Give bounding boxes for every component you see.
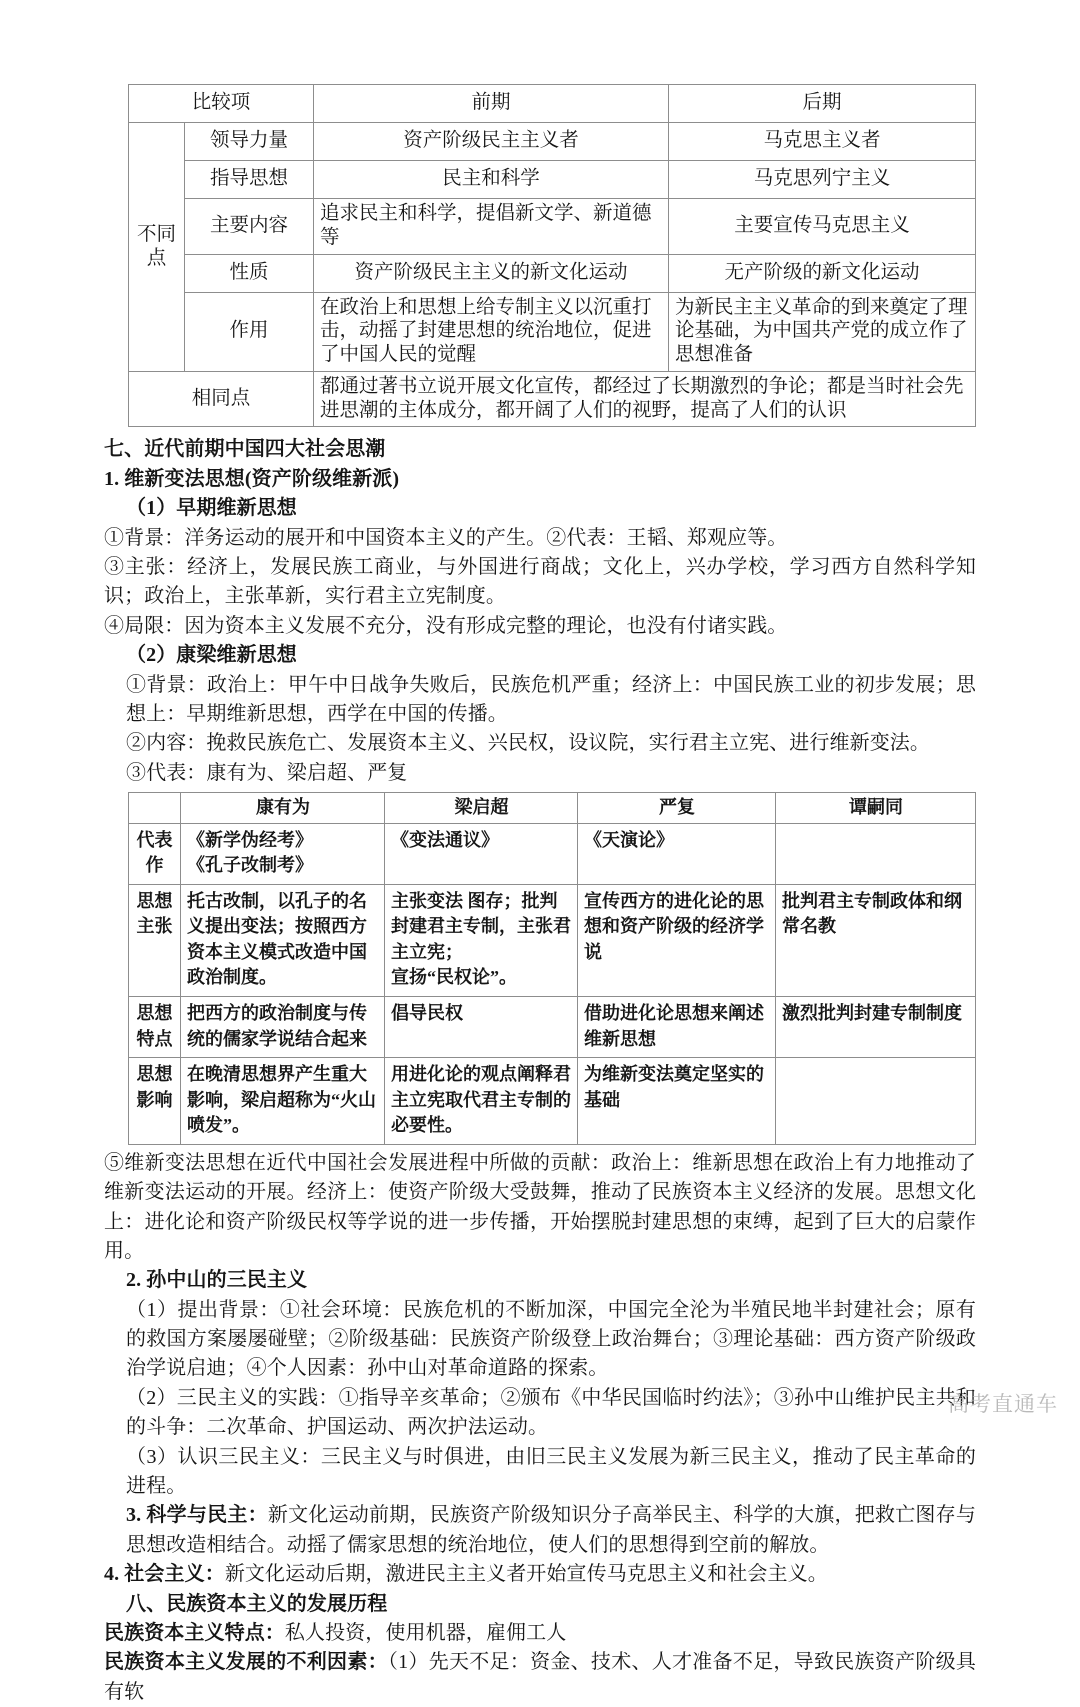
row-label-nature: 性质 <box>185 254 314 292</box>
row-label-effect: 作用 <box>185 292 314 371</box>
header-kang-youwei: 康有为 <box>181 793 385 824</box>
cell-late-guiding-thought: 马克思列宁主义 <box>669 161 976 199</box>
row-label-similarities: 相同点 <box>129 371 314 427</box>
sub-2-title: （2）康梁维新思想 <box>126 644 297 667</box>
row-label-works <box>129 823 181 884</box>
cell-characteristics-liang: 倡导民权 <box>385 996 578 1057</box>
sub-2-line-3: ③代表：康有为、梁启超、严复 <box>126 761 408 784</box>
cell-influence-kang: 在晚清思想界产生重大影响，梁启超称为“火山喷发”。 <box>181 1058 385 1145</box>
cell-late-main-content: 主要宣传马克思主义 <box>669 199 976 255</box>
section-eight-heading: 八、民族资本主义的发展历程 <box>126 1592 388 1615</box>
header-compare-item: 比较项 <box>129 85 314 123</box>
cell-propositions-tan: 批判君主专制政体和纲常名教 <box>776 884 976 996</box>
header-tan-sitong: 谭嗣同 <box>776 793 976 824</box>
cell-late-effect: 为新民主主义革命的到来奠定了理论基础，为中国共产党的成立作了思想准备 <box>669 292 976 371</box>
item-2-title: 2. 孙中山的三民主义 <box>126 1269 308 1292</box>
cell-early-leadership: 资产阶级民主主义者 <box>314 123 669 161</box>
row-label-guiding-thought: 指导思想 <box>185 161 314 199</box>
sub-2-line-1: ①背景：政治上：甲午中日战争失败后，民族危机严重；经济上：中国民族工业的初步发展；思想上：早期维新思想，西学在中国的传播。 <box>126 673 976 725</box>
section-eight-line-2-label: 民族资本主义发展的不利因素： <box>104 1651 388 1674</box>
table-row <box>129 254 976 292</box>
watermark: 高考直通车 <box>948 1393 1058 1416</box>
item-4-text: 新文化运动后期，激进民主主义者开始宣传马克思主义和社会主义。 <box>224 1563 828 1586</box>
row-label-propositions: 思想 主张 <box>129 884 181 996</box>
table-row <box>129 199 976 255</box>
cell-similarities: 都通过著书立说开展文化宣传，都经过了长期激烈的争论；都是当时社会先进思潮的主体成分，都开阔了人们的视野，提高了人们的认识 <box>314 371 976 427</box>
document-content <box>104 84 976 1707</box>
table-row <box>129 996 976 1057</box>
sub-1-line-1: ①背景：洋务运动的展开和中国资本主义的产生。②代表：王韬、郑观应等。 <box>104 526 788 549</box>
comparison-table <box>128 84 976 427</box>
cell-propositions-liang: 主张变法 图存；批判封建君主专制，主张君主立宪； 宣扬“民权论”。 <box>385 884 578 996</box>
item-4-label: 4. 社会主义： <box>104 1563 225 1586</box>
sub-1-line-2: ③主张：经济上，发展民族工商业，与外国进行商战；文化上，兴办学校，学习西方自然科学知识；政治上，主张革新，实行君主立宪制度。 <box>104 556 976 608</box>
header-late-period: 后期 <box>669 85 976 123</box>
item-1-title: 1. 维新变法思想(资产阶级维新派) <box>104 467 400 490</box>
cell-propositions-kang: 托古改制，以孔子的名义提出变法；按照西方资本主义模式改造中国政治制度。 <box>181 884 385 996</box>
cell-influence-yan: 为维新变法奠定坚实的基础 <box>578 1058 776 1145</box>
item-2-line-2: （2）三民主义的实践：①指导辛亥革命；②颁布《中华民国临时约法》；③孙中山维护民主共和的斗争：二次革命、护国运动、两次护法运动。 <box>126 1386 976 1439</box>
item-3-label: 3. 科学与民主： <box>126 1504 268 1527</box>
cell-works-kang: 《新学伪经考》 《孔子改制考》 <box>181 823 385 884</box>
table-row <box>129 1058 976 1145</box>
table-row-header <box>129 793 976 824</box>
representatives-table <box>128 792 976 1145</box>
table-row <box>129 823 976 884</box>
item-3-paragraph <box>104 1501 976 1560</box>
sub-2-line-2: ②内容：挽救民族危亡、发展资本主义、兴民权，设议院，实行君主立宪、进行维新变法。 <box>126 732 930 755</box>
cell-early-effect: 在政治上和思想上给专制主义以沉重打击，动摇了封建思想的统治地位，促进了中国人民的觉醒 <box>314 292 669 371</box>
header-liang-qichao: 梁启超 <box>385 793 578 824</box>
cell-characteristics-tan: 激烈批判封建专制制度 <box>776 996 976 1057</box>
section-eight-line-1-text: 私人投资，使用机器，雇佣工人 <box>284 1621 567 1644</box>
row-label-works-line1: 代表 <box>136 829 173 850</box>
section-eight-line-2-text: （1）先天不足：资金、技术、人才准备不足，导致民族资产阶级具有软 <box>104 1651 976 1703</box>
cell-propositions-yan: 宣传西方的进化论的思想和资产阶级的经济学说 <box>578 884 776 996</box>
header-yan-fu: 严复 <box>578 793 776 824</box>
cell-late-nature: 无产阶级的新文化运动 <box>669 254 976 292</box>
row-label-leadership: 领导力量 <box>185 123 314 161</box>
sub-1-title: （1）早期维新思想 <box>126 497 297 520</box>
cell-works-liang: 《变法通议》 <box>385 823 578 884</box>
cell-characteristics-kang: 把西方的政治制度与传统的儒家学说结合起来 <box>181 996 385 1057</box>
table-row <box>129 292 976 371</box>
cell-works-yan: 《天演论》 <box>578 823 776 884</box>
row-label-works-line2: 作 <box>145 855 164 876</box>
section-eight-line-1-label: 民族资本主义特点： <box>104 1621 285 1644</box>
table-row <box>129 161 976 199</box>
section-seven-heading: 七、近代前期中国四大社会思潮 <box>104 438 386 461</box>
table-row <box>129 123 976 161</box>
table-row-similarities <box>129 371 976 427</box>
section-eight-line-1 <box>104 1619 976 1648</box>
cell-influence-liang: 用进化论的观点阐释君主立宪取代君主专制的必要性。 <box>385 1058 578 1145</box>
table-row <box>129 884 976 996</box>
item-3-text: 新文化运动前期，民族资产阶级知识分子高举民主、科学的大旗，把救亡图存与思想改造相结合。动摇了儒家思想的统治地位，使人们的思想得到空前的解放。 <box>126 1504 976 1556</box>
item-4-paragraph <box>104 1560 976 1589</box>
group-label-differences: 不同点 <box>129 123 185 372</box>
cell-early-main-content: 追求民主和科学，提倡新文学、新道德等 <box>314 199 669 255</box>
cell-influence-tan <box>776 1058 976 1145</box>
sub-1-line-3: ④局限：因为资本主义发展不充分，没有形成完整的理论，也没有付诸实践。 <box>104 614 788 637</box>
row-label-characteristics: 思想 特点 <box>129 996 181 1057</box>
cell-characteristics-yan: 借助进化论思想来阐述维新思想 <box>578 996 776 1057</box>
cell-early-nature: 资产阶级民主主义的新文化运动 <box>314 254 669 292</box>
table-row-header <box>129 85 976 123</box>
item-2-line-3: （3）认识三民主义：三民主义与时俱进，由旧三民主义发展为新三民主义，推动了民主革命的进程。 <box>126 1445 976 1498</box>
cell-late-leadership: 马克思主义者 <box>669 123 976 161</box>
row-label-main-content: 主要内容 <box>185 199 314 255</box>
header-early-period: 前期 <box>314 85 669 123</box>
cell-early-guiding-thought: 民主和科学 <box>314 161 669 199</box>
section-eight-line-2 <box>104 1648 976 1707</box>
cell-works-tan <box>776 823 976 884</box>
header-blank-corner <box>129 793 181 824</box>
paragraph-after-reps-table: ⑤维新变法思想在近代中国社会发展进程中所做的贡献：政治上：维新思想在政治上有力地推动了维新变法运动的开展。经济上：使资产阶级大受鼓舞，推动了民族资本主义经济的发展。思想文化上：进化论和资产阶级民权等学说的进一步传播，开始摆脱封建思想的束缚，起到了巨大的启蒙作用。 <box>104 1151 976 1262</box>
item-2-line-1: （1）提出背景：①社会环境：民族危机的不断加深，中国完全沦为半殖民地半封建社会；原有的救国方案屡屡碰壁；②阶级基础：民族资产阶级登上政治舞台；③理论基础：西方资产阶级政治学说启迪；④个人因素：孙中山对革命道路的探索。 <box>126 1298 976 1380</box>
row-label-influence: 思想 影响 <box>129 1058 181 1145</box>
